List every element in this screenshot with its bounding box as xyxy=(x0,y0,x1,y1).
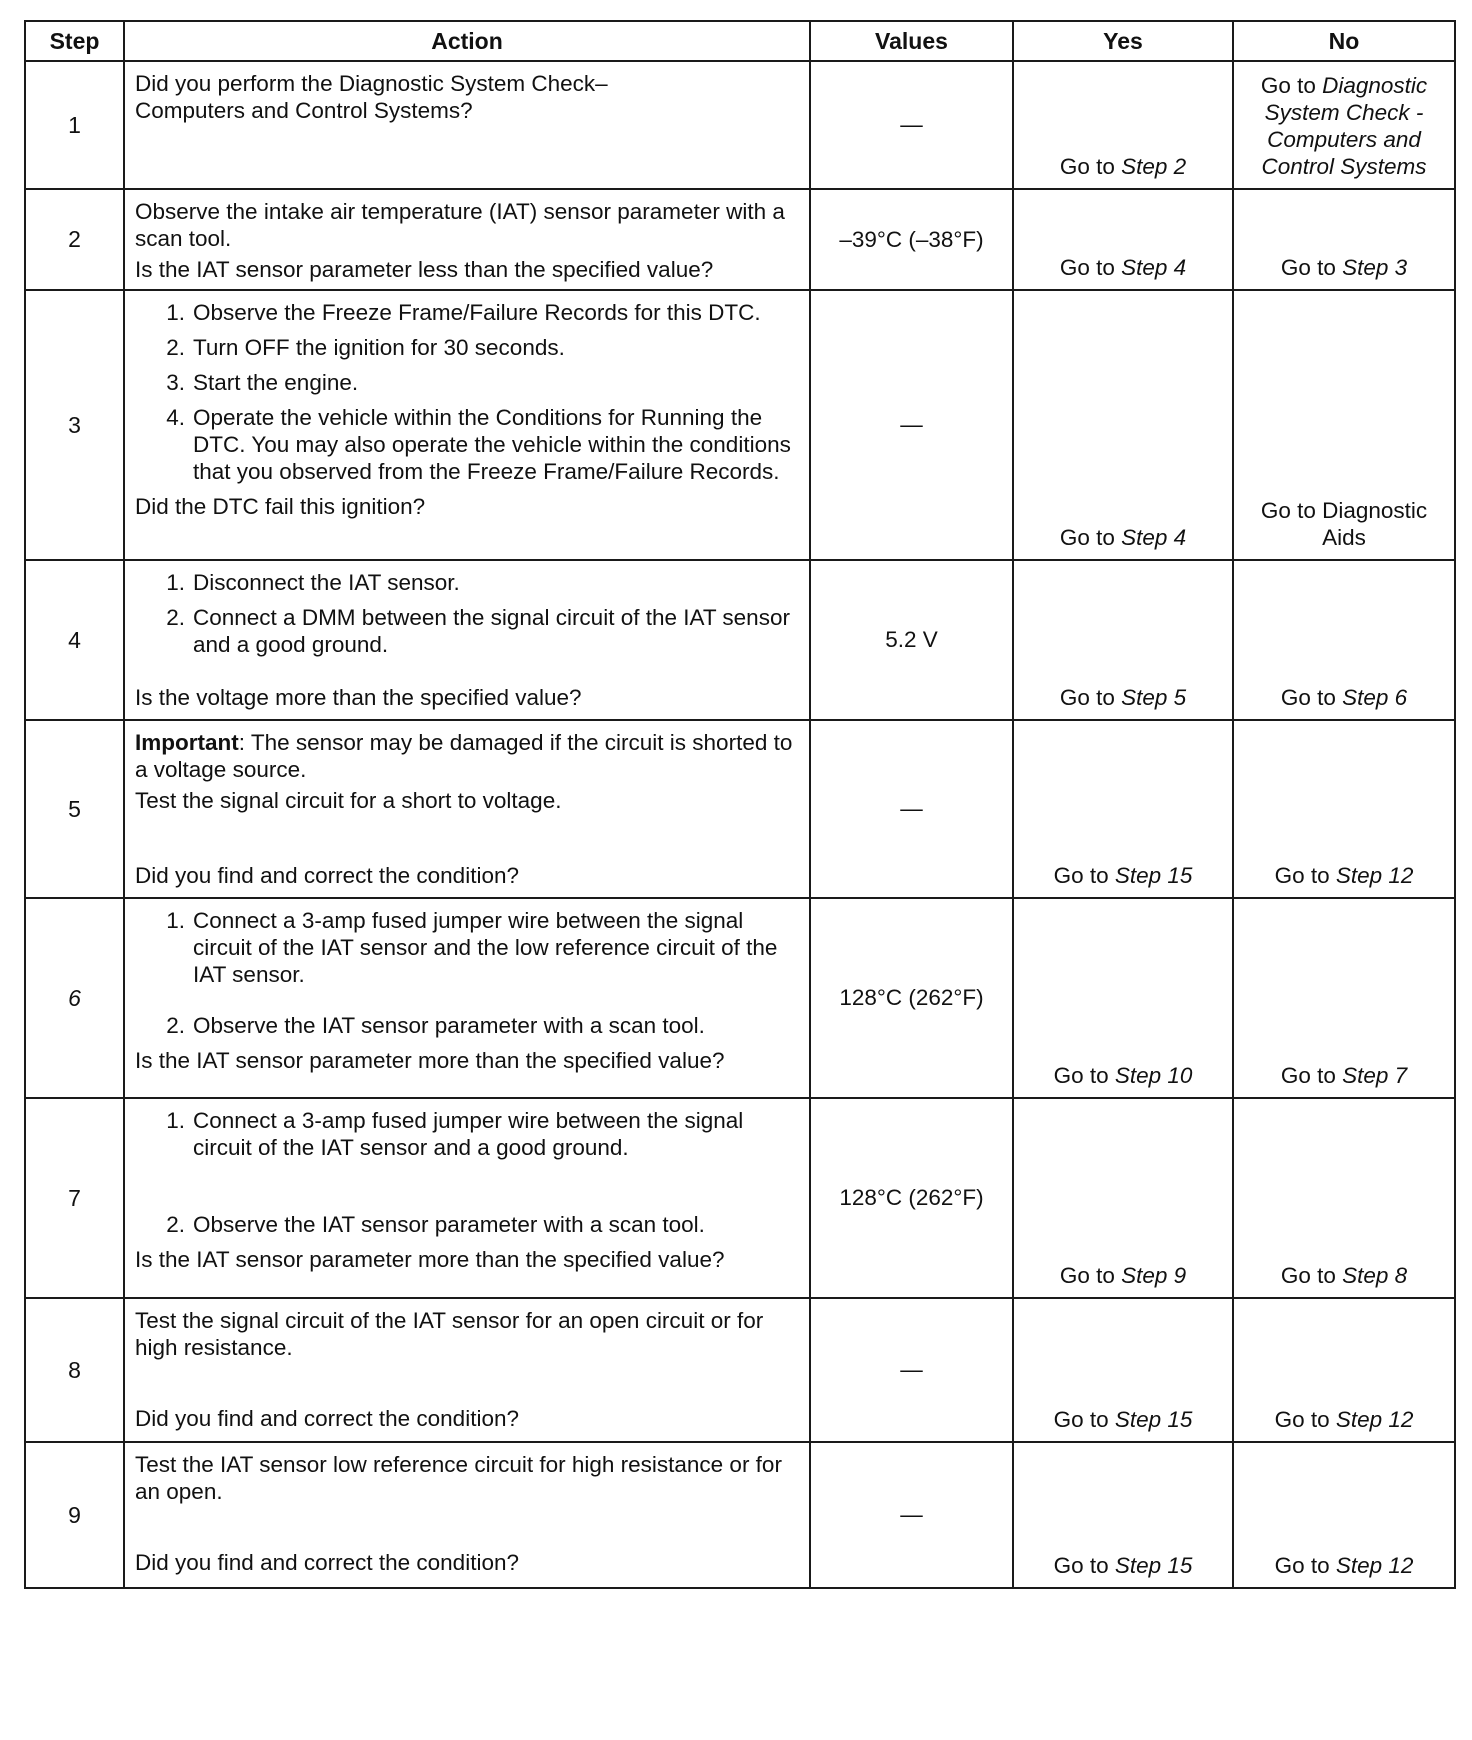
table-row xyxy=(25,1298,1455,1442)
goto-prefix: Go to xyxy=(1280,685,1343,710)
action-question: Did you find and correct the condition? xyxy=(135,1550,519,1575)
action-cell xyxy=(124,61,810,189)
no-cell xyxy=(1233,898,1455,1098)
header-action: Action xyxy=(124,21,810,61)
yes-cell xyxy=(1013,189,1233,290)
yes-cell xyxy=(1013,290,1233,560)
action-question: Is the voltage more than the specified value? xyxy=(135,685,582,710)
step-link[interactable]: Step 10 xyxy=(1114,1063,1193,1088)
list-item: 2. Connect a DMM between the signal circuit of the IAT sensor and a good ground. xyxy=(166,605,790,657)
value-cell: — xyxy=(810,61,1013,189)
action-cell xyxy=(124,1298,810,1442)
important-text: : The sensor may be damaged if the circuit is shorted to a voltage source. xyxy=(135,730,793,782)
important-label: Important xyxy=(135,730,239,755)
table-row xyxy=(25,189,1455,290)
action-steps-list xyxy=(135,1107,801,1238)
step-number: 1 xyxy=(25,61,124,189)
step-link[interactable]: Step 6 xyxy=(1342,685,1408,710)
action-question: Did the DTC fail this ignition? xyxy=(135,494,426,519)
important-note xyxy=(135,729,801,783)
goto-prefix: Go to xyxy=(1053,863,1115,888)
no-cell xyxy=(1233,1098,1455,1298)
table-row xyxy=(25,61,1455,189)
step-link[interactable]: Step 5 xyxy=(1121,685,1187,710)
goto-prefix: Go to xyxy=(1059,1263,1122,1288)
step-number: 6 xyxy=(25,898,124,1098)
step-link[interactable]: Step 3 xyxy=(1342,255,1408,280)
header-no: No xyxy=(1233,21,1455,61)
header-row xyxy=(25,21,1455,61)
goto-prefix: Go to xyxy=(1260,73,1323,98)
no-cell xyxy=(1233,720,1455,898)
action-steps-list xyxy=(135,569,801,658)
goto-prefix: Go to xyxy=(1053,1553,1115,1578)
step-number: 4 xyxy=(25,560,124,720)
step-link[interactable]: Step 12 xyxy=(1335,1553,1414,1578)
yes-cell xyxy=(1013,720,1233,898)
value-cell: –39°C (–38°F) xyxy=(810,189,1013,290)
action-text: Observe the intake air temperature (IAT) sensor parameter with a scan tool. xyxy=(135,199,785,251)
action-cell xyxy=(124,720,810,898)
yes-cell xyxy=(1013,1298,1233,1442)
yes-cell xyxy=(1013,1442,1233,1588)
list-item: 1. Connect a 3-amp fused jumper wire between the signal circuit of the IAT sensor and the low reference circuit of the IAT sensor. xyxy=(166,908,778,987)
action-cell xyxy=(124,560,810,720)
list-item: 1. Connect a 3-amp fused jumper wire between the signal circuit of the IAT sensor and a good ground. xyxy=(166,1108,744,1160)
goto-prefix: Go to xyxy=(1274,1407,1336,1432)
step-link[interactable]: Step 8 xyxy=(1342,1263,1408,1288)
goto-prefix: Go to xyxy=(1280,1263,1343,1288)
header-yes: Yes xyxy=(1013,21,1233,61)
step-number: 9 xyxy=(25,1442,124,1588)
action-cell xyxy=(124,898,810,1098)
value-cell: 5.2 V xyxy=(810,560,1013,720)
no-cell xyxy=(1233,61,1455,189)
action-question: Is the IAT sensor parameter more than the specified value? xyxy=(135,1247,725,1272)
diagnostic-aids-link[interactable]: Go to Diagnostic Aids xyxy=(1260,498,1428,550)
step-number: 8 xyxy=(25,1298,124,1442)
table-row xyxy=(25,290,1455,560)
yes-cell xyxy=(1013,560,1233,720)
table-row xyxy=(25,1442,1455,1588)
action-text: Test the signal circuit of the IAT sensor for an open circuit or for high resistance. xyxy=(135,1308,764,1360)
step-link[interactable]: Step 12 xyxy=(1335,863,1414,888)
goto-prefix: Go to xyxy=(1053,1407,1115,1432)
action-text: Test the signal circuit for a short to voltage. xyxy=(135,788,562,813)
goto-prefix: Go to xyxy=(1059,685,1122,710)
action-question: Is the IAT sensor parameter less than the specified value? xyxy=(135,257,714,282)
action-steps-list xyxy=(135,907,801,1039)
goto-prefix: Go to xyxy=(1059,154,1122,179)
goto-prefix: Go to xyxy=(1274,1553,1336,1578)
no-cell xyxy=(1233,1298,1455,1442)
step-link[interactable]: Step 7 xyxy=(1342,1063,1408,1088)
no-cell xyxy=(1233,560,1455,720)
action-cell xyxy=(124,290,810,560)
action-cell xyxy=(124,1098,810,1298)
goto-prefix: Go to xyxy=(1059,525,1122,550)
action-text: Test the IAT sensor low reference circuit for high resistance or for an open. xyxy=(135,1452,782,1504)
goto-prefix: Go to xyxy=(1059,255,1122,280)
no-cell xyxy=(1233,189,1455,290)
yes-cell xyxy=(1013,898,1233,1098)
step-link[interactable]: Step 15 xyxy=(1114,1407,1193,1432)
table-row xyxy=(25,720,1455,898)
action-question: Did you find and correct the condition? xyxy=(135,1406,519,1431)
goto-prefix: Go to xyxy=(1280,1063,1343,1088)
step-link[interactable]: Step 12 xyxy=(1335,1407,1414,1432)
list-item: 2. Observe the IAT sensor parameter with a scan tool. xyxy=(166,1212,705,1237)
no-cell xyxy=(1233,1442,1455,1588)
action-cell xyxy=(124,189,810,290)
no-cell xyxy=(1233,290,1455,560)
action-text: Did you perform the Diagnostic System Check– Computers and Control Systems? xyxy=(135,71,608,123)
goto-prefix: Go to xyxy=(1274,863,1336,888)
header-values: Values xyxy=(810,21,1013,61)
value-cell: — xyxy=(810,1442,1013,1588)
step-link[interactable]: Step 4 xyxy=(1121,255,1187,280)
value-cell: 128°C (262°F) xyxy=(810,898,1013,1098)
list-item: 1. Disconnect the IAT sensor. xyxy=(166,570,460,595)
step-number: 3 xyxy=(25,290,124,560)
step-link[interactable]: Step 15 xyxy=(1114,1553,1193,1578)
step-link[interactable]: Step 4 xyxy=(1121,525,1187,550)
list-item: 1. Observe the Freeze Frame/Failure Records for this DTC. xyxy=(166,300,761,325)
action-question: Is the IAT sensor parameter more than the specified value? xyxy=(135,1048,725,1073)
table-row xyxy=(25,1098,1455,1298)
diagnostic-table xyxy=(24,20,1456,1589)
action-cell xyxy=(124,1442,810,1588)
step-link[interactable]: Step 15 xyxy=(1114,863,1193,888)
yes-cell xyxy=(1013,1098,1233,1298)
goto-prefix: Go to xyxy=(1053,1063,1115,1088)
value-cell: — xyxy=(810,720,1013,898)
list-item: 2. Observe the IAT sensor parameter with a scan tool. xyxy=(166,1013,705,1038)
step-number: 7 xyxy=(25,1098,124,1298)
action-steps-list xyxy=(135,299,801,485)
yes-cell xyxy=(1013,61,1233,189)
goto-prefix: Go to xyxy=(1280,255,1343,280)
step-link[interactable]: Step 2 xyxy=(1121,154,1187,179)
value-cell: — xyxy=(810,1298,1013,1442)
header-step: Step xyxy=(25,21,124,61)
list-item: 2. Turn OFF the ignition for 30 seconds. xyxy=(166,335,565,360)
value-cell: 128°C (262°F) xyxy=(810,1098,1013,1298)
step-number: 5 xyxy=(25,720,124,898)
step-link[interactable]: Step 9 xyxy=(1121,1263,1187,1288)
action-question: Did you find and correct the condition? xyxy=(135,863,519,888)
table-row xyxy=(25,560,1455,720)
procedure-link[interactable]: Diagnostic System Check - Computers and Control Systems xyxy=(1261,73,1428,179)
value-cell: — xyxy=(810,290,1013,560)
table-row xyxy=(25,898,1455,1098)
list-item: 4. Operate the vehicle within the Conditions for Running the DTC. You may also operate the vehicle within the conditions that you observed from the Freeze Frame/Failure Records. xyxy=(166,405,791,484)
list-item: 3. Start the engine. xyxy=(166,370,359,395)
step-number: 2 xyxy=(25,189,124,290)
